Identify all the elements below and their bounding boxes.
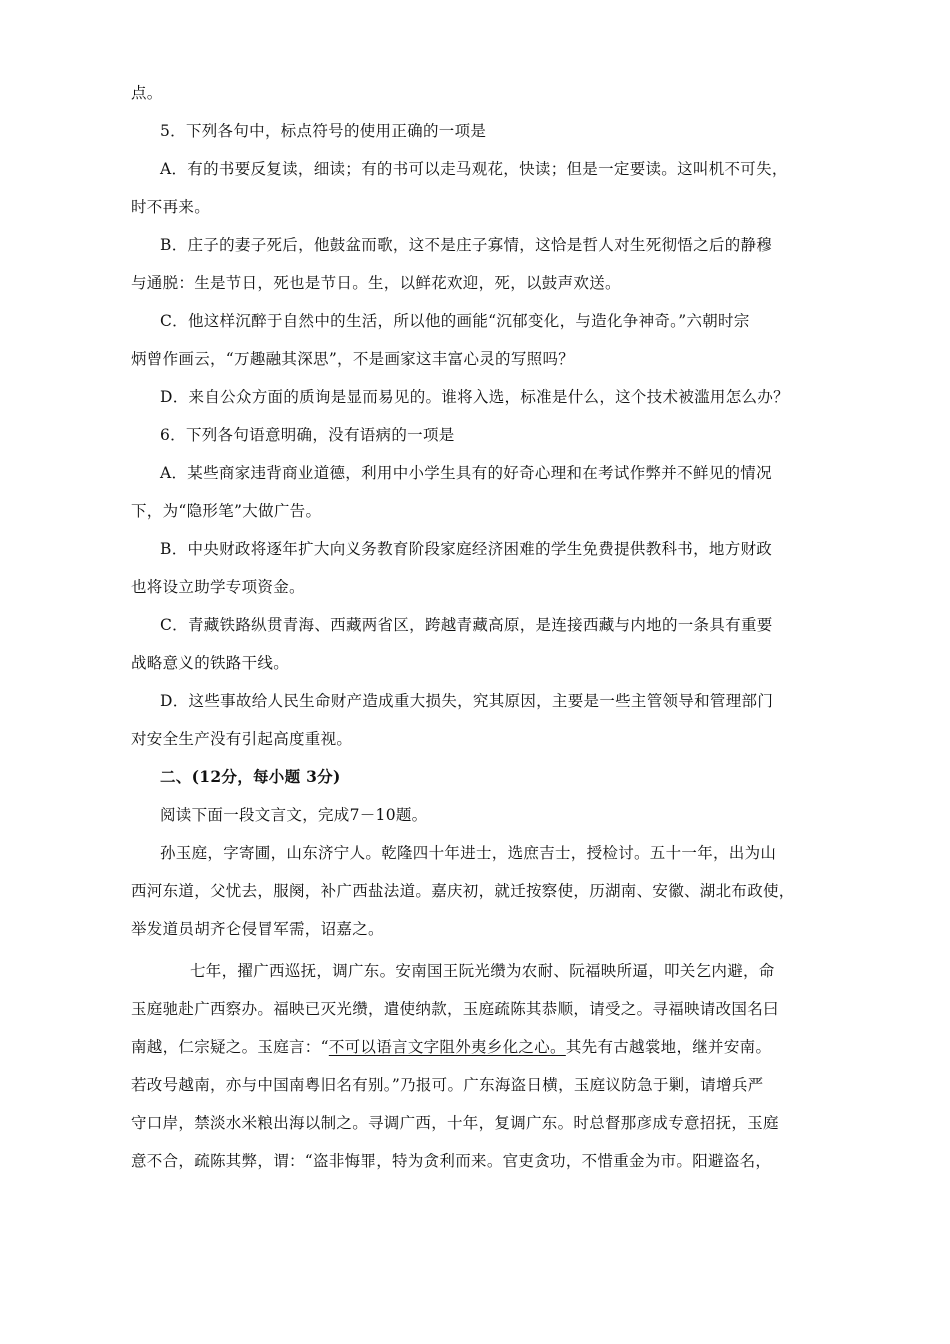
text-line: 点。 (131, 84, 163, 102)
option-5d: D．来自公众方面的质询是显而易见的。谁将入选，标准是什么，这个技术被滥用怎么办？ (160, 388, 789, 406)
reading-instruction: 阅读下面一段文言文，完成7－10题。 (160, 806, 428, 824)
section-heading: 二、(12分，每小题 3分) (160, 767, 341, 786)
text-line: 炳曾作画云，“万趣融其深思”，不是画家这丰富心灵的写照吗？ (131, 350, 575, 368)
text-line: 也将设立助学专项资金。 (131, 578, 305, 596)
text-line: 下，为“隐形笔”大做广告。 (131, 502, 322, 520)
passage-line: 守口岸，禁淡水米粮出海以制之。寻调广西，十年，复调广东。时总督那彦成专意招抚，玉庭 (131, 1114, 779, 1132)
text-line: 与通脱：生是节日，死也是节日。生，以鲜花欢迎，死，以鼓声欢送。 (131, 274, 621, 292)
option-5b: B．庄子的妻子死后，他鼓盆而歌，这不是庄子寡情，这恰是哲人对生死彻悟之后的静穆 (160, 236, 773, 254)
text-line: 时不再来。 (131, 198, 211, 216)
option-6b: B．中央财政将逐年扩大向义务教育阶段家庭经济困难的学生免费提供教科书，地方财政 (160, 540, 773, 558)
text-line: 战略意义的铁路干线。 (131, 654, 290, 672)
passage-line: 若改号越南，亦与中国南粤旧名有别。”乃报可。广东海盗日横，玉庭议防急于剿，请增兵严 (131, 1076, 764, 1094)
text-line: 对安全生产没有引起高度重视。 (131, 730, 353, 748)
question-6: 6．下列各句语意明确，没有语病的一项是 (160, 426, 455, 444)
option-5a: A．有的书要反复读，细读；有的书可以走马观花，快读；但是一定要读。这叫机不可失， (160, 160, 788, 178)
passage-text: 南越，仁宗疑之。玉庭言：“ (131, 1038, 329, 1056)
passage-line: 西河东道，父忧去，服阕，补广西盐法道。嘉庆初，就迁按察使，历湖南、安徽、湖北布政使， (131, 882, 795, 900)
option-6c: C．青藏铁路纵贯青海、西藏两省区，跨越青藏高原，是连接西藏与内地的一条具有重要 (160, 616, 773, 634)
underlined-sentence: 不可以语言文字阻外夷乡化之心。 (328, 1038, 566, 1056)
option-5c: C．他这样沉醉于自然中的生活，所以他的画能“沉郁变化，与造化争神奇。”六朝时宗 (160, 312, 750, 330)
passage-line: 举发道员胡齐仑侵冒军需，诏嘉之。 (131, 920, 384, 938)
passage-text: 其先有古越裳地，继并安南。 (565, 1038, 772, 1056)
passage-line (131, 1037, 771, 1057)
question-5: 5．下列各句中，标点符号的使用正确的一项是 (160, 122, 487, 140)
passage-line: 孙玉庭，字寄圃，山东济宁人。乾隆四十年进士，选庶吉士，授检讨。五十一年，出为山 (160, 844, 777, 862)
passage-line: 意不合，疏陈其弊，谓：“盗非悔罪，特为贪利而来。官吏贪功，不惜重金为市。阳避盗名， (131, 1152, 772, 1170)
passage-line: 七年，擢广西巡抚，调广东。安南国王阮光缵为农耐、阮福映所逼，叩关乞内避，命 (190, 962, 775, 980)
option-6a: A．某些商家违背商业道德，利用中小学生具有的好奇心理和在考试作弊并不鲜见的情况 (160, 464, 772, 482)
passage-line: 玉庭驰赴广西察办。福映已灭光缵，遣使纳款，玉庭疏陈其恭顺，请受之。寻福映请改国名曰 (131, 1000, 779, 1018)
option-6d: D．这些事故给人民生命财产造成重大损失，究其原因，主要是一些主管领导和管理部门 (160, 692, 774, 710)
